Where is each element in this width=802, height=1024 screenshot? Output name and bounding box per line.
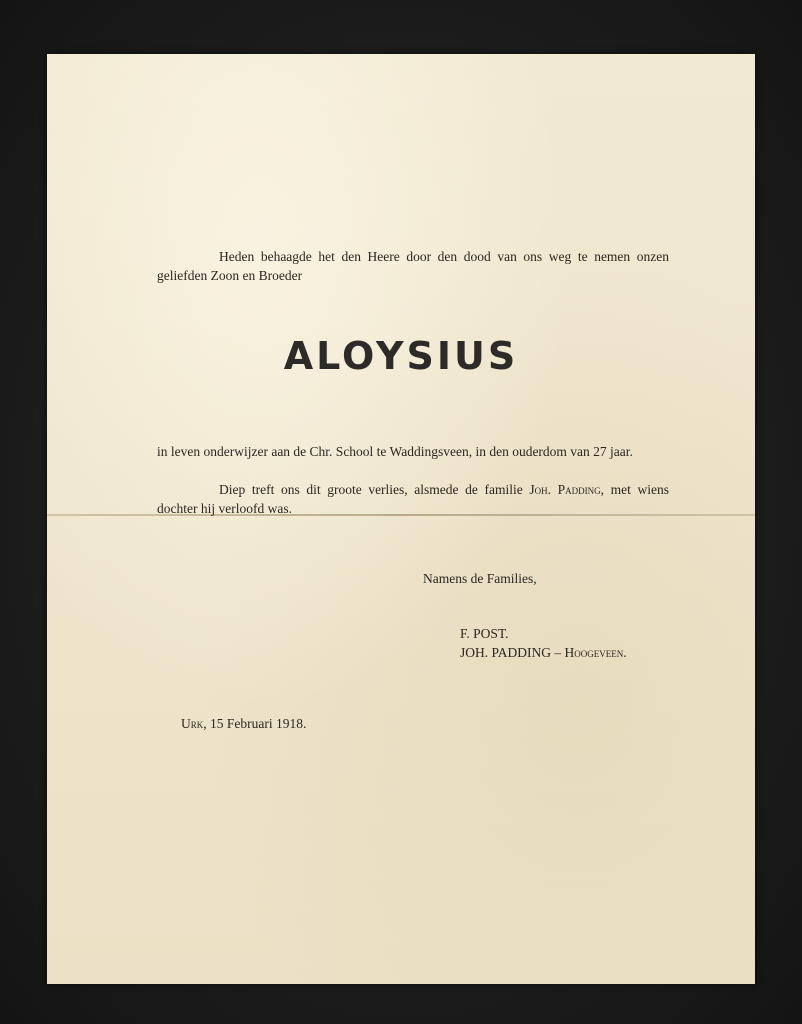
signatory-post: F. POST.	[460, 626, 509, 641]
grief-family-name: Joh. Padding	[529, 482, 601, 497]
deceased-name: ALOYSIUS	[283, 334, 519, 378]
grief-paragraph	[157, 480, 669, 518]
place-date-line	[181, 714, 306, 733]
death-notice-card	[47, 54, 755, 984]
signatory-padding-place: Hoogeveen.	[564, 645, 627, 660]
signatory-padding	[460, 643, 627, 662]
opening-paragraph: Heden behaagde het den Heere door den dood van ons weg te nemen onzen geliefden Zoon en Broeder	[157, 249, 669, 283]
occupation-paragraph: in leven onderwijzer aan de Chr. School te Waddingsveen, in den ouderdom van 27 jaar.	[157, 444, 633, 459]
grief-end: , met wiens dochter hij verloofd was.	[157, 482, 669, 516]
signatory-padding-name: JOH. PADDING	[460, 645, 552, 660]
place-name: Urk	[181, 716, 204, 731]
signatory-separator: –	[551, 645, 565, 660]
notice-date: , 15 Februari 1918.	[203, 716, 307, 731]
grief-intro: Diep treft ons dit groote verlies, alsmede de familie	[219, 482, 523, 497]
on-behalf-line: Namens de Families,	[423, 571, 537, 586]
